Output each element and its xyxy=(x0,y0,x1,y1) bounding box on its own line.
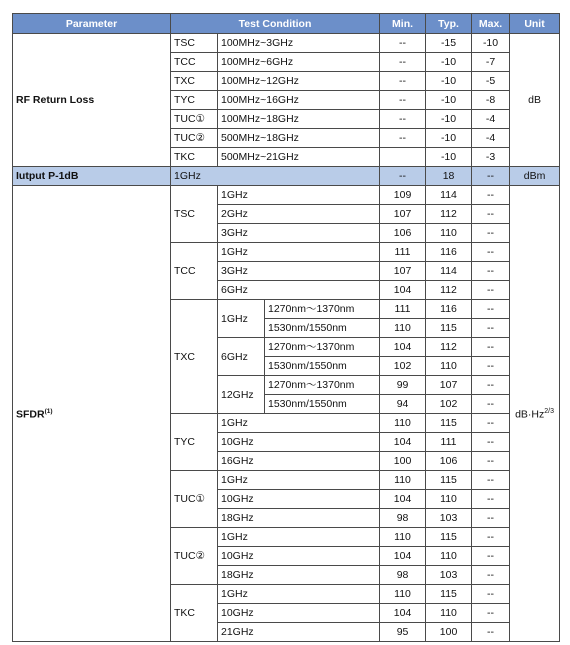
model-cell: TXC xyxy=(171,72,218,91)
min-cell: 111 xyxy=(380,300,426,319)
min-cell: -- xyxy=(380,53,426,72)
condition-cell: 500MHz~21GHz xyxy=(218,148,380,167)
max-cell: -- xyxy=(472,414,510,433)
min-cell: -- xyxy=(380,167,426,186)
min-cell: 94 xyxy=(380,395,426,414)
typ-cell: 18 xyxy=(426,167,472,186)
frequency-cell: 6GHz xyxy=(218,338,265,376)
typ-cell: 110 xyxy=(426,604,472,623)
max-cell: -- xyxy=(472,243,510,262)
max-cell: -- xyxy=(472,186,510,205)
max-cell: -- xyxy=(472,490,510,509)
typ-cell: -10 xyxy=(426,129,472,148)
max-cell: -- xyxy=(472,547,510,566)
unit-sfdr-exponent: 2/3 xyxy=(544,408,554,416)
frequency-cell: 16GHz xyxy=(218,452,380,471)
typ-cell: 106 xyxy=(426,452,472,471)
sfdr-label: SFDR xyxy=(16,408,45,421)
max-cell: -- xyxy=(472,357,510,376)
param-sfdr xyxy=(13,186,171,642)
min-cell: 102 xyxy=(380,357,426,376)
wavelength-cell: 1530nm/1550nm xyxy=(265,357,380,376)
condition-cell: 100MHz~18GHz xyxy=(218,110,380,129)
frequency-cell: 1GHz xyxy=(218,528,380,547)
model-cell: TSC xyxy=(171,186,218,243)
max-cell: -- xyxy=(472,566,510,585)
spec-table xyxy=(12,13,560,642)
max-cell: -- xyxy=(472,262,510,281)
typ-cell: -10 xyxy=(426,148,472,167)
typ-cell: -10 xyxy=(426,91,472,110)
max-cell: -4 xyxy=(472,129,510,148)
frequency-cell: 1GHz xyxy=(218,414,380,433)
typ-cell: 103 xyxy=(426,566,472,585)
typ-cell: -10 xyxy=(426,72,472,91)
frequency-cell: 1GHz xyxy=(218,243,380,262)
max-cell: -- xyxy=(472,205,510,224)
frequency-cell: 21GHz xyxy=(218,623,380,642)
typ-cell: 100 xyxy=(426,623,472,642)
max-cell: -5 xyxy=(472,72,510,91)
typ-cell: 110 xyxy=(426,224,472,243)
param-rf-return-loss: RF Return Loss xyxy=(13,34,171,167)
max-cell: -- xyxy=(472,376,510,395)
wavelength-cell: 1530nm/1550nm xyxy=(265,319,380,338)
min-cell: 111 xyxy=(380,243,426,262)
max-cell: -- xyxy=(472,224,510,243)
condition-cell: 100MHz~6GHz xyxy=(218,53,380,72)
min-cell: 110 xyxy=(380,585,426,604)
model-cell: TKC xyxy=(171,148,218,167)
typ-cell: 115 xyxy=(426,471,472,490)
typ-cell: 116 xyxy=(426,300,472,319)
frequency-cell: 10GHz xyxy=(218,433,380,452)
typ-cell: 110 xyxy=(426,490,472,509)
min-cell: 104 xyxy=(380,338,426,357)
max-cell: -4 xyxy=(472,110,510,129)
min-cell: 104 xyxy=(380,433,426,452)
min-cell: 109 xyxy=(380,186,426,205)
wavelength-cell: 1270nm～1370nm xyxy=(265,376,380,395)
min-cell: 95 xyxy=(380,623,426,642)
max-cell: -- xyxy=(472,433,510,452)
min-cell: -- xyxy=(380,34,426,53)
max-cell: -- xyxy=(472,585,510,604)
min-cell: 99 xyxy=(380,376,426,395)
frequency-cell: 3GHz xyxy=(218,262,380,281)
frequency-cell: 2GHz xyxy=(218,205,380,224)
frequency-cell: 10GHz xyxy=(218,604,380,623)
typ-cell: 102 xyxy=(426,395,472,414)
condition-cell: 1GHz xyxy=(171,167,380,186)
max-cell: -- xyxy=(472,319,510,338)
max-cell: -7 xyxy=(472,53,510,72)
max-cell: -- xyxy=(472,300,510,319)
min-cell: 98 xyxy=(380,509,426,528)
min-cell: -- xyxy=(380,129,426,148)
model-cell: TYC xyxy=(171,91,218,110)
header-typ: Typ. xyxy=(426,14,472,34)
max-cell: -- xyxy=(472,528,510,547)
param-output-p1db: Iutput P-1dB xyxy=(13,167,171,186)
min-cell: 104 xyxy=(380,547,426,566)
typ-cell: 107 xyxy=(426,376,472,395)
header-parameter: Parameter xyxy=(13,14,171,34)
condition-cell: 100MHz~16GHz xyxy=(218,91,380,110)
frequency-cell: 6GHz xyxy=(218,281,380,300)
model-cell: TYC xyxy=(171,414,218,471)
header-test-condition: Test Condition xyxy=(171,14,380,34)
max-cell: -- xyxy=(472,395,510,414)
model-cell: TUC① xyxy=(171,471,218,528)
header-max: Max. xyxy=(472,14,510,34)
min-cell: -- xyxy=(380,72,426,91)
min-cell: 104 xyxy=(380,281,426,300)
max-cell: -10 xyxy=(472,34,510,53)
min-cell: 104 xyxy=(380,490,426,509)
min-cell xyxy=(380,148,426,167)
typ-cell: 116 xyxy=(426,243,472,262)
max-cell: -3 xyxy=(472,148,510,167)
typ-cell: 115 xyxy=(426,528,472,547)
frequency-cell: 18GHz xyxy=(218,509,380,528)
typ-cell: 103 xyxy=(426,509,472,528)
max-cell: -- xyxy=(472,452,510,471)
max-cell: -- xyxy=(472,281,510,300)
table-row xyxy=(13,34,560,53)
condition-cell: 100MHz~12GHz xyxy=(218,72,380,91)
max-cell: -- xyxy=(472,623,510,642)
model-cell: TXC xyxy=(171,300,218,414)
unit-rf-return-loss: dB xyxy=(510,34,560,167)
condition-cell: 100MHz~3GHz xyxy=(218,34,380,53)
frequency-cell: 12GHz xyxy=(218,376,265,414)
model-cell: TCC xyxy=(171,243,218,300)
max-cell: -8 xyxy=(472,91,510,110)
table-row xyxy=(13,186,560,205)
table-row-output-p1db xyxy=(13,167,560,186)
frequency-cell: 3GHz xyxy=(218,224,380,243)
unit-sfdr-text: dB·Hz xyxy=(515,408,545,421)
typ-cell: 115 xyxy=(426,585,472,604)
model-cell: TCC xyxy=(171,53,218,72)
typ-cell: -15 xyxy=(426,34,472,53)
min-cell: 98 xyxy=(380,566,426,585)
model-cell: TKC xyxy=(171,585,218,642)
wavelength-cell: 1270nm～1370nm xyxy=(265,338,380,357)
typ-cell: 110 xyxy=(426,547,472,566)
frequency-cell: 1GHz xyxy=(218,300,265,338)
condition-cell: 500MHz~18GHz xyxy=(218,129,380,148)
model-cell: TUC① xyxy=(171,110,218,129)
min-cell: 106 xyxy=(380,224,426,243)
min-cell: 107 xyxy=(380,205,426,224)
frequency-cell: 18GHz xyxy=(218,566,380,585)
header-unit: Unit xyxy=(510,14,560,34)
frequency-cell: 10GHz xyxy=(218,547,380,566)
max-cell: -- xyxy=(472,604,510,623)
min-cell: 107 xyxy=(380,262,426,281)
model-cell: TSC xyxy=(171,34,218,53)
typ-cell: -10 xyxy=(426,110,472,129)
typ-cell: 110 xyxy=(426,357,472,376)
model-cell: TUC② xyxy=(171,129,218,148)
header-min: Min. xyxy=(380,14,426,34)
frequency-cell: 1GHz xyxy=(218,585,380,604)
typ-cell: 112 xyxy=(426,281,472,300)
wavelength-cell: 1270nm～1370nm xyxy=(265,300,380,319)
wavelength-cell: 1530nm/1550nm xyxy=(265,395,380,414)
typ-cell: -10 xyxy=(426,53,472,72)
min-cell: 110 xyxy=(380,471,426,490)
min-cell: -- xyxy=(380,91,426,110)
typ-cell: 114 xyxy=(426,262,472,281)
max-cell: -- xyxy=(472,471,510,490)
min-cell: 110 xyxy=(380,414,426,433)
model-cell: TUC② xyxy=(171,528,218,585)
sfdr-footnote-marker: (1) xyxy=(44,408,53,416)
min-cell: 104 xyxy=(380,604,426,623)
min-cell: 110 xyxy=(380,528,426,547)
max-cell: -- xyxy=(472,167,510,186)
max-cell: -- xyxy=(472,509,510,528)
min-cell: 110 xyxy=(380,319,426,338)
unit-sfdr xyxy=(510,186,560,642)
typ-cell: 112 xyxy=(426,205,472,224)
unit-output-p1db: dBm xyxy=(510,167,560,186)
typ-cell: 114 xyxy=(426,186,472,205)
frequency-cell: 10GHz xyxy=(218,490,380,509)
frequency-cell: 1GHz xyxy=(218,471,380,490)
typ-cell: 115 xyxy=(426,414,472,433)
header-row xyxy=(13,14,560,34)
min-cell: -- xyxy=(380,110,426,129)
frequency-cell: 1GHz xyxy=(218,186,380,205)
typ-cell: 115 xyxy=(426,319,472,338)
typ-cell: 112 xyxy=(426,338,472,357)
typ-cell: 111 xyxy=(426,433,472,452)
max-cell: -- xyxy=(472,338,510,357)
min-cell: 100 xyxy=(380,452,426,471)
